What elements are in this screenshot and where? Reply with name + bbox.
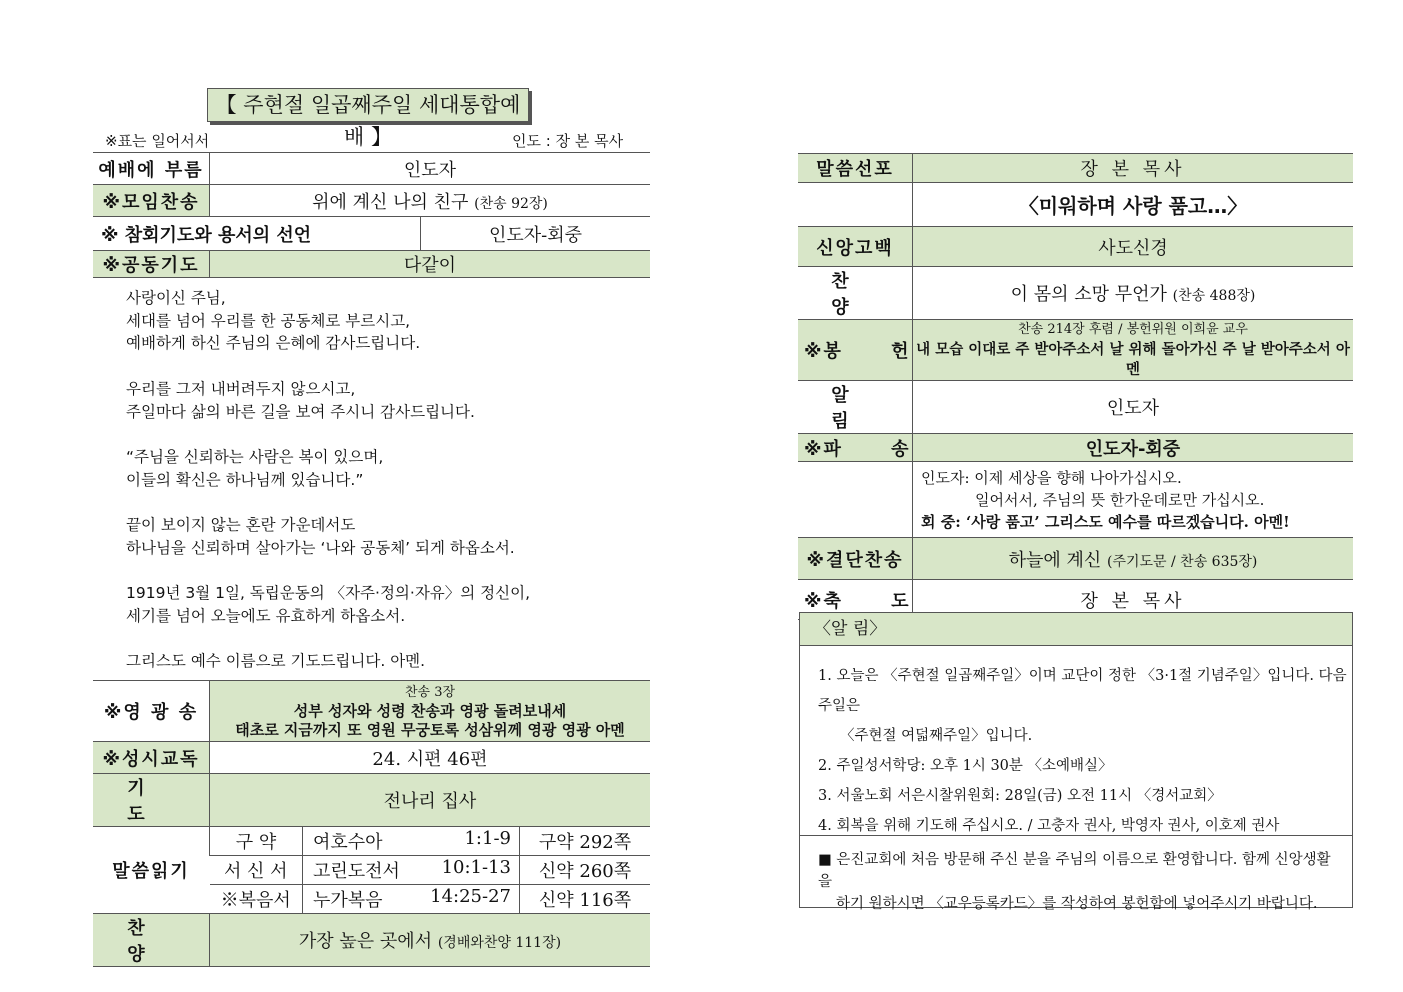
order-label: 신앙고백 <box>798 227 913 267</box>
anthem-number: (찬송 488장) <box>1172 288 1256 304</box>
prayer-line: 예배하게 하신 주님의 은혜에 감사드립니다. <box>126 334 421 353</box>
leader-note: 인도 : 장 본 목사 <box>512 132 624 150</box>
decision-title: 하늘에 계신 <box>1008 549 1102 571</box>
order-row <box>93 742 650 774</box>
empty-label <box>798 462 913 538</box>
offering-info: 찬송 214장 후렴 / 봉헌위원 이희윤 교우 <box>1018 322 1248 337</box>
order-label: 찬 양 <box>93 914 210 967</box>
glory-line: 성부 성자와 성령 찬송과 영광 돌려보내세 <box>293 701 567 720</box>
order-row <box>93 681 650 742</box>
order-value: 사도신경 <box>913 227 1354 267</box>
reading-kind: ※복음서 <box>210 885 303 914</box>
sermon-title: 〈미워하며 사랑 품고…〉 <box>913 183 1354 227</box>
common-prayer <box>126 287 646 673</box>
reading-book: 여호수아 <box>313 832 383 853</box>
order-row <box>93 774 650 827</box>
sending-leader-line: 인도자: 이제 세상을 향해 나아가십시오. <box>921 468 1182 487</box>
prayer-gap <box>126 627 646 650</box>
prayer-line: 사랑이신 주님, <box>126 289 226 307</box>
reading-passage <box>303 827 520 856</box>
reading-ref: 14:25-27 <box>430 886 511 907</box>
order-label: 기 도 <box>93 774 210 827</box>
prayer-gap <box>126 355 646 378</box>
prayer-line: 끝이 보이지 않는 혼란 가운데서도 <box>126 515 356 534</box>
reading-book: 고린도전서 <box>313 861 400 882</box>
notice-item: 1. 오늘은 〈주현절 일곱째주일〉이며 교단이 정한 〈3·1절 기념주일〉입니다. 다음주일은 <box>818 668 1347 714</box>
order-row <box>798 462 1353 538</box>
order-value: 장 본 목사 <box>913 580 1354 620</box>
reading-passage <box>303 856 520 885</box>
order-label: ※모임찬송 <box>93 185 210 217</box>
glory-hymn: 찬송 3장 <box>404 684 456 700</box>
notices-divider <box>800 835 1352 836</box>
hymn-number: (찬송 92장) <box>474 195 548 212</box>
order-value <box>210 185 651 217</box>
order-label: ※결단찬송 <box>798 538 913 580</box>
order-value <box>210 681 651 742</box>
order-table-bottom <box>93 680 650 967</box>
order-label: ※봉 헌 <box>798 320 913 381</box>
order-value: 인도자 <box>913 381 1354 434</box>
prayer-line: 세기를 넘어 오늘에도 유효하게 하옵소서. <box>126 606 406 625</box>
glory-line: 태초로 지금까지 또 영원 무궁토록 성삼위께 영광 영광 아멘 <box>235 720 625 739</box>
order-label: ※성시교독 <box>93 742 210 774</box>
order-value: 인도자-회중 <box>420 217 650 251</box>
sending-text <box>913 462 1354 538</box>
reading-ref: 1:1-9 <box>464 828 511 849</box>
reading-ref: 10:1-13 <box>441 857 511 878</box>
prayer-gap <box>126 423 646 446</box>
order-row <box>798 320 1353 381</box>
prayer-gap <box>126 491 646 514</box>
reading-passage <box>303 885 520 914</box>
service-title: 【 주현절 일곱째주일 세대통합예배 】 <box>207 88 529 122</box>
order-value: 인도자 <box>210 153 651 185</box>
reading-page: 구약 292쪽 <box>520 827 651 856</box>
order-row <box>798 381 1353 434</box>
order-row <box>93 153 650 185</box>
notices-list <box>800 661 1352 841</box>
sermon-preacher: 장 본 목사 <box>913 154 1354 183</box>
order-value: 전나리 집사 <box>210 774 651 827</box>
notices-box <box>799 612 1353 912</box>
order-value <box>913 267 1354 320</box>
welcome-text <box>818 849 1338 915</box>
prayer-line: 세대를 넘어 우리를 한 공동체로 부르시고, <box>126 311 411 330</box>
order-value <box>913 538 1354 580</box>
order-label: ※영 광 송 <box>93 681 210 742</box>
offering-lyrics: 내 모습 이대로 주 받아주소서 날 위해 돌아가신 주 날 받아주소서 아멘 <box>916 341 1350 378</box>
order-value: 인도자-회중 <box>913 434 1354 462</box>
anthem-title: 이 몸의 소망 무언가 <box>1010 284 1167 305</box>
order-label: ※축 도 <box>798 580 913 620</box>
prayer-line: 주일마다 삶의 바른 길을 보여 주시니 감사드립니다. <box>126 402 475 421</box>
reading-kind: 서 신 서 <box>210 856 303 885</box>
reading-page: 신약 116쪽 <box>520 885 651 914</box>
reading-book: 누가복음 <box>313 890 383 911</box>
prayer-line: 이들의 확신은 하나님께 있습니다.” <box>126 470 364 489</box>
reading-row <box>93 827 650 856</box>
sending-people-label: 회 중: <box>921 512 961 531</box>
order-label: 예배에 부름 <box>93 153 210 185</box>
order-row <box>798 267 1353 320</box>
decision-number: (주기도문 / 찬송 635장) <box>1107 553 1258 570</box>
order-row <box>93 217 650 251</box>
order-value: 24. 시편 46편 <box>210 742 651 774</box>
prayer-line: 1919년 3월 1일, 독립운동의 〈자주·정의·자유〉의 정신이, <box>126 584 531 603</box>
order-value <box>913 320 1354 381</box>
order-row <box>93 185 650 217</box>
order-row <box>798 538 1353 580</box>
sending-leader-line: 일어서서, 주님의 뜻 한가운데로만 가십시오. <box>975 490 1265 509</box>
order-row <box>798 227 1353 267</box>
order-label: 말씀읽기 <box>93 827 210 914</box>
notice-item: 3. 서울노회 서은시찰위원회: 28일(금) 오전 11시 〈경서교회〉 <box>818 788 1222 804</box>
reading-page: 신약 260쪽 <box>520 856 651 885</box>
stand-note: ※표는 일어서서 <box>105 132 210 150</box>
prayer-line: 우리를 그저 내버려두지 않으시고, <box>126 379 356 398</box>
anthem-title: 가장 높은 곳에서 <box>298 931 433 952</box>
order-row <box>798 183 1353 227</box>
order-label: ※ 참회기도와 용서의 선언 <box>93 217 420 251</box>
order-label: 알 림 <box>798 381 913 434</box>
order-row <box>798 434 1353 462</box>
order-table-right <box>798 153 1353 620</box>
prayer-line: “주님을 신뢰하는 사람은 복이 있으며, <box>126 447 384 466</box>
prayer-line: 하나님을 신뢰하며 살아가는 ‘나와 공동체’ 되게 하옵소서. <box>126 538 515 557</box>
order-row <box>93 251 650 278</box>
order-row <box>798 154 1353 183</box>
notice-item: 4. 회복을 위해 기도해 주십시오. / 고충자 권사, 박영자 권사, 이호제 권사 <box>818 818 1280 834</box>
reading-kind: 구 약 <box>210 827 303 856</box>
hymn-title: 위에 계신 나의 친구 <box>312 191 469 213</box>
order-table-top <box>93 152 650 278</box>
sending-people-line <box>921 511 1353 533</box>
welcome-line: ■ 은진교회에 처음 방문해 주신 분을 주님의 이름으로 환영합니다. 함께 신앙생활을 <box>818 852 1331 890</box>
sending-people-text: ‘사랑 품고’ 그리스도 예수를 따르겠습니다. 아멘! <box>965 512 1290 531</box>
notice-item: 〈주현절 여덟째주일〉입니다. <box>840 728 1033 744</box>
order-row <box>93 914 650 967</box>
notices-header: 〈알 림〉 <box>800 613 1352 646</box>
anthem-number: (경배와찬양 111장) <box>437 935 562 951</box>
order-label: 말씀선포 <box>798 154 913 183</box>
order-label: 찬 양 <box>798 267 913 320</box>
order-value <box>210 914 651 967</box>
order-label: ※공동기도 <box>93 251 210 278</box>
order-label: ※파 송 <box>798 434 913 462</box>
notice-item: 2. 주일성서학당: 오후 1시 30분 〈소예배실〉 <box>818 758 1113 774</box>
prayer-line: 그리스도 예수 이름으로 기도드립니다. 아멘. <box>126 652 426 671</box>
empty-label <box>798 183 913 227</box>
prayer-gap <box>126 559 646 582</box>
order-value: 다같이 <box>210 251 651 278</box>
welcome-line: 하기 원하시면 〈교우등록카드〉를 작성하여 봉헌함에 넣어주시기 바랍니다. <box>836 896 1318 912</box>
